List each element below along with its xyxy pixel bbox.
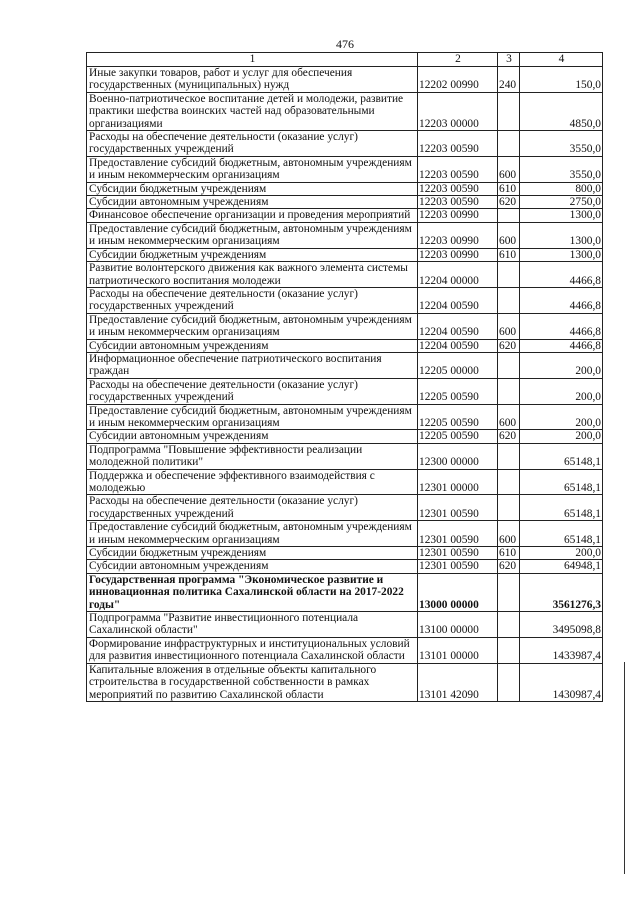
row-code-cell: 13101 42090 <box>418 663 498 701</box>
row-name-cell: Предоставление субсидий бюджетным, автономным учреждениям и иным некоммерческим организациям <box>87 156 418 182</box>
row-name-cell: Информационное обеспечение патриотического воспитания граждан <box>87 352 418 378</box>
row-name-cell: Субсидии автономным учреждениям <box>87 560 418 573</box>
row-expense-type-cell <box>498 495 520 521</box>
row-expense-type-cell: 610 <box>498 547 520 560</box>
table-row <box>87 131 603 157</box>
row-expense-type-cell: 620 <box>498 430 520 443</box>
row-expense-type-cell <box>498 469 520 495</box>
row-expense-type-cell: 610 <box>498 248 520 261</box>
row-code-cell: 12204 00000 <box>418 262 498 288</box>
table-row <box>87 637 603 663</box>
row-amount-cell: 3561276,3 <box>520 573 603 611</box>
row-amount-cell: 4466,8 <box>520 313 603 339</box>
row-amount-cell: 3550,0 <box>520 131 603 157</box>
row-code-cell: 12301 00590 <box>418 495 498 521</box>
row-expense-type-cell <box>498 92 520 130</box>
row-name-cell: Расходы на обеспечение деятельности (оказание услуг) государственных учреждений <box>87 131 418 157</box>
row-name-cell: Расходы на обеспечение деятельности (оказание услуг) государственных учреждений <box>87 287 418 313</box>
row-expense-type-cell: 600 <box>498 313 520 339</box>
table-row <box>87 313 603 339</box>
row-amount-cell: 200,0 <box>520 430 603 443</box>
margin-scan-line <box>624 662 625 874</box>
row-code-cell: 12205 00590 <box>418 404 498 430</box>
row-expense-type-cell: 600 <box>498 521 520 547</box>
row-code-cell: 13101 00000 <box>418 637 498 663</box>
row-code-cell: 12203 00590 <box>418 156 498 182</box>
table-row <box>87 339 603 352</box>
row-amount-cell: 800,0 <box>520 182 603 195</box>
table-row <box>87 404 603 430</box>
row-code-cell: 12301 00000 <box>418 469 498 495</box>
row-code-cell: 12301 00590 <box>418 521 498 547</box>
row-code-cell: 12301 00590 <box>418 560 498 573</box>
table-row <box>87 521 603 547</box>
row-amount-cell: 65148,1 <box>520 495 603 521</box>
row-code-cell: 12205 00000 <box>418 352 498 378</box>
row-code-cell: 12202 00990 <box>418 67 498 93</box>
row-name-cell: Государственная программа "Экономическое развитие и инновационная политика Сахалинской области на 2017-2022 годы" <box>87 573 418 611</box>
row-amount-cell: 200,0 <box>520 352 603 378</box>
column-header-3: 3 <box>498 53 520 67</box>
row-amount-cell: 3495098,8 <box>520 612 603 638</box>
row-expense-type-cell <box>498 612 520 638</box>
row-expense-type-cell: 600 <box>498 156 520 182</box>
table-row <box>87 495 603 521</box>
table-row <box>87 378 603 404</box>
table-row <box>87 209 603 222</box>
row-amount-cell: 4466,8 <box>520 339 603 352</box>
row-amount-cell: 2750,0 <box>520 196 603 209</box>
row-code-cell: 12203 00590 <box>418 196 498 209</box>
row-code-cell: 12205 00590 <box>418 378 498 404</box>
row-amount-cell: 150,0 <box>520 67 603 93</box>
row-expense-type-cell <box>498 209 520 222</box>
row-expense-type-cell <box>498 287 520 313</box>
table-row <box>87 663 603 701</box>
row-name-cell: Субсидии автономным учреждениям <box>87 430 418 443</box>
row-name-cell: Капитальные вложения в отдельные объекты капитального строительства в государственной собственности в рамках мероприятий по развитию Сахалинской области <box>87 663 418 701</box>
row-name-cell: Субсидии бюджетным учреждениям <box>87 182 418 195</box>
row-expense-type-cell: 620 <box>498 196 520 209</box>
row-amount-cell: 1430987,4 <box>520 663 603 701</box>
table-row <box>87 443 603 469</box>
row-amount-cell: 200,0 <box>520 404 603 430</box>
row-name-cell: Предоставление субсидий бюджетным, автономным учреждениям и иным некоммерческим организациям <box>87 404 418 430</box>
row-expense-type-cell <box>498 573 520 611</box>
row-code-cell: 12301 00590 <box>418 547 498 560</box>
row-name-cell: Предоставление субсидий бюджетным, автономным учреждениям и иным некоммерческим организациям <box>87 313 418 339</box>
table-row <box>87 352 603 378</box>
table-row <box>87 67 603 93</box>
row-name-cell: Субсидии автономным учреждениям <box>87 339 418 352</box>
column-header-4: 4 <box>520 53 603 67</box>
row-code-cell: 12203 00990 <box>418 209 498 222</box>
row-code-cell: 12203 00990 <box>418 248 498 261</box>
row-code-cell: 12203 00990 <box>418 222 498 248</box>
row-amount-cell: 1300,0 <box>520 222 603 248</box>
row-expense-type-cell: 240 <box>498 67 520 93</box>
row-code-cell: 13100 00000 <box>418 612 498 638</box>
row-code-cell: 12204 00590 <box>418 313 498 339</box>
row-code-cell: 12204 00590 <box>418 287 498 313</box>
row-expense-type-cell: 620 <box>498 339 520 352</box>
row-name-cell: Финансовое обеспечение организации и проведения мероприятий <box>87 209 418 222</box>
row-amount-cell: 65148,1 <box>520 469 603 495</box>
row-expense-type-cell <box>498 637 520 663</box>
row-expense-type-cell: 600 <box>498 222 520 248</box>
row-name-cell: Расходы на обеспечение деятельности (оказание услуг) государственных учреждений <box>87 378 418 404</box>
row-amount-cell: 64948,1 <box>520 560 603 573</box>
row-amount-cell: 4466,8 <box>520 287 603 313</box>
row-name-cell: Субсидии автономным учреждениям <box>87 196 418 209</box>
row-expense-type-cell: 610 <box>498 182 520 195</box>
row-expense-type-cell <box>498 352 520 378</box>
row-name-cell: Формирование инфраструктурных и институциональных условий для развития инвестиционного потенциала Сахалинской области <box>87 637 418 663</box>
table-row <box>87 222 603 248</box>
row-expense-type-cell: 620 <box>498 560 520 573</box>
table-row <box>87 560 603 573</box>
table-row <box>87 182 603 195</box>
page-number: 476 <box>336 37 354 51</box>
row-amount-cell: 1300,0 <box>520 248 603 261</box>
row-expense-type-cell <box>498 378 520 404</box>
row-name-cell: Поддержка и обеспечение эффективного взаимодействия с молодежью <box>87 469 418 495</box>
table-row <box>87 469 603 495</box>
row-code-cell: 13000 00000 <box>418 573 498 611</box>
column-header-1: 1 <box>87 53 418 67</box>
row-amount-cell: 4466,8 <box>520 262 603 288</box>
row-expense-type-cell <box>498 663 520 701</box>
budget-table <box>86 52 603 702</box>
table-row <box>87 248 603 261</box>
row-code-cell: 12204 00590 <box>418 339 498 352</box>
table-row <box>87 573 603 611</box>
row-amount-cell: 3550,0 <box>520 156 603 182</box>
table-row <box>87 612 603 638</box>
table-header-row <box>87 53 603 67</box>
row-amount-cell: 200,0 <box>520 547 603 560</box>
row-name-cell: Субсидии бюджетным учреждениям <box>87 547 418 560</box>
row-name-cell: Субсидии бюджетным учреждениям <box>87 248 418 261</box>
table-row <box>87 430 603 443</box>
row-expense-type-cell: 600 <box>498 404 520 430</box>
row-code-cell: 12203 00000 <box>418 92 498 130</box>
row-code-cell: 12205 00590 <box>418 430 498 443</box>
row-expense-type-cell <box>498 131 520 157</box>
column-header-2: 2 <box>418 53 498 67</box>
row-amount-cell: 1300,0 <box>520 209 603 222</box>
row-code-cell: 12203 00590 <box>418 131 498 157</box>
row-amount-cell: 1433987,4 <box>520 637 603 663</box>
row-name-cell: Подпрограмма "Развитие инвестиционного потенциала Сахалинской области" <box>87 612 418 638</box>
row-name-cell: Военно-патриотическое воспитание детей и молодежи, развитие практики шефства воинских частей над образовательными организациями <box>87 92 418 130</box>
row-name-cell: Иные закупки товаров, работ и услуг для обеспечения государственных (муниципальных) нужд <box>87 67 418 93</box>
row-expense-type-cell <box>498 443 520 469</box>
table-row <box>87 156 603 182</box>
table-row <box>87 196 603 209</box>
row-name-cell: Развитие волонтерского движения как важного элемента системы патриотического воспитания молодежи <box>87 262 418 288</box>
table-row <box>87 287 603 313</box>
row-amount-cell: 65148,1 <box>520 521 603 547</box>
row-amount-cell: 65148,1 <box>520 443 603 469</box>
row-code-cell: 12203 00590 <box>418 182 498 195</box>
row-expense-type-cell <box>498 262 520 288</box>
row-name-cell: Предоставление субсидий бюджетным, автономным учреждениям и иным некоммерческим организациям <box>87 521 418 547</box>
table-row <box>87 547 603 560</box>
row-name-cell: Расходы на обеспечение деятельности (оказание услуг) государственных учреждений <box>87 495 418 521</box>
row-amount-cell: 200,0 <box>520 378 603 404</box>
row-name-cell: Подпрограмма "Повышение эффективности реализации молодежной политики" <box>87 443 418 469</box>
table-row <box>87 92 603 130</box>
row-code-cell: 12300 00000 <box>418 443 498 469</box>
row-name-cell: Предоставление субсидий бюджетным, автономным учреждениям и иным некоммерческим организациям <box>87 222 418 248</box>
table-row <box>87 262 603 288</box>
row-amount-cell: 4850,0 <box>520 92 603 130</box>
